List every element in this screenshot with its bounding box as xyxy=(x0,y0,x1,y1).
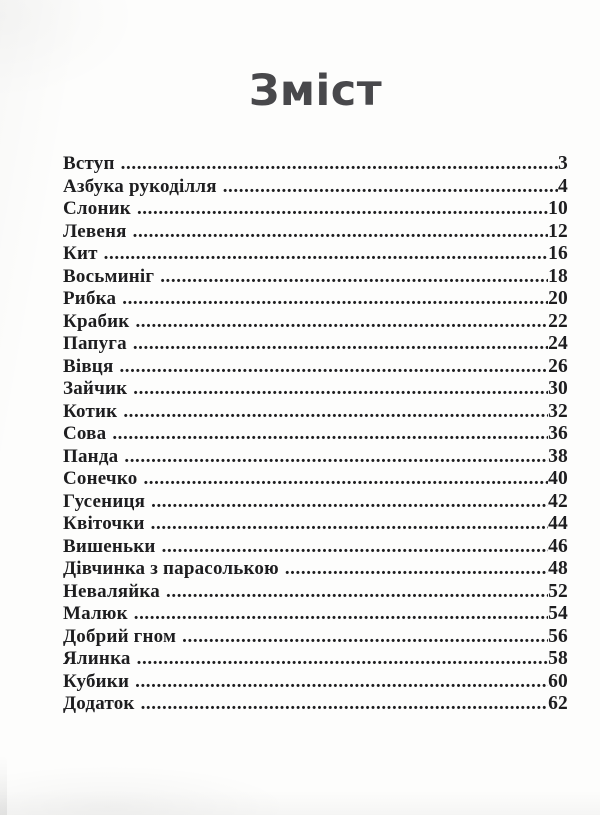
toc-entry xyxy=(63,513,568,536)
toc-entry-page: 42 xyxy=(548,490,568,512)
toc-leader-dots xyxy=(279,558,548,580)
toc-leader-dots xyxy=(98,243,548,265)
toc-entry-page: 26 xyxy=(548,355,568,377)
toc-entry xyxy=(63,648,568,671)
toc-entry-label: Азбука рукоділля xyxy=(63,175,217,197)
toc-entry-page: 3 xyxy=(558,153,568,174)
toc-entry-label: Крабик xyxy=(63,310,130,332)
toc-leader-dots xyxy=(131,648,548,670)
toc-entry-label: Вишеньки xyxy=(63,535,156,557)
toc-entry xyxy=(63,153,568,176)
toc-leader-dots xyxy=(113,356,548,378)
toc-entry-label: Зайчик xyxy=(63,378,128,399)
toc-leader-dots xyxy=(106,423,548,445)
toc-entry xyxy=(63,491,568,514)
toc-entry-label: Сова xyxy=(63,423,107,444)
toc-entry-page: 54 xyxy=(548,603,568,624)
toc-entry-label: Додаток xyxy=(63,693,135,714)
toc-entry-label: Левеня xyxy=(63,220,127,242)
toc-leader-dots xyxy=(154,266,548,288)
toc-entry xyxy=(63,266,568,289)
toc-entry xyxy=(63,356,568,379)
toc-entry xyxy=(63,378,568,401)
toc-entry-label: Неваляйка xyxy=(63,580,160,602)
toc-leader-dots xyxy=(127,333,548,355)
toc-entry xyxy=(63,626,568,649)
toc-entry xyxy=(63,558,568,581)
toc-entry-page: 20 xyxy=(548,288,568,309)
toc-entry xyxy=(63,333,568,356)
toc-entry-label: Восьминіг xyxy=(63,265,155,287)
toc-entry-page: 4 xyxy=(558,175,568,197)
toc-entry-label: Рибка xyxy=(63,288,117,309)
page-title: Зміст xyxy=(248,66,383,116)
toc-leader-dots xyxy=(118,446,548,468)
toc-leader-dots xyxy=(129,671,548,693)
toc-entry xyxy=(63,468,568,491)
toc-entry-label: Вівця xyxy=(63,355,114,377)
toc-leader-dots xyxy=(137,468,548,490)
toc-entry-page: 18 xyxy=(548,265,568,287)
toc-entry-label: Добрий гном xyxy=(63,625,177,647)
toc-entry xyxy=(63,176,568,199)
toc-leader-dots xyxy=(116,288,548,310)
toc-leader-dots xyxy=(128,603,548,625)
toc-entry-page: 48 xyxy=(548,558,568,579)
toc-entry-label: Ялинка xyxy=(63,648,131,669)
toc-entry xyxy=(63,221,568,244)
toc-entry-label: Слоник xyxy=(63,198,131,219)
toc-leader-dots xyxy=(131,198,548,220)
toc-entry-page: 60 xyxy=(548,670,568,692)
toc-leader-dots xyxy=(135,693,549,715)
toc-leader-dots xyxy=(160,581,548,603)
toc-entry xyxy=(63,423,568,446)
toc-entry-label: Панда xyxy=(63,445,119,467)
toc-entry-label: Папуга xyxy=(63,333,127,354)
toc-entry-label: Кубики xyxy=(63,670,130,692)
toc-leader-dots xyxy=(156,536,549,558)
toc-entry-page: 12 xyxy=(548,220,568,242)
toc-entry-page: 10 xyxy=(548,198,568,219)
toc-entry-page: 16 xyxy=(548,243,568,264)
toc-entry-label: Кит xyxy=(63,243,98,264)
toc-entry xyxy=(63,693,568,716)
toc-list xyxy=(63,153,568,716)
toc-leader-dots xyxy=(127,221,549,243)
toc-entry-page: 58 xyxy=(548,648,568,669)
toc-entry-label: Гусениця xyxy=(63,490,146,512)
toc-leader-dots xyxy=(145,513,548,535)
toc-entry xyxy=(63,311,568,334)
toc-entry-page: 62 xyxy=(548,693,568,714)
toc-entry-page: 36 xyxy=(548,423,568,444)
toc-leader-dots xyxy=(129,311,548,333)
toc-leader-dots xyxy=(176,626,548,648)
toc-entry xyxy=(63,671,568,694)
toc-leader-dots xyxy=(217,176,558,198)
toc-entry-label: Малюк xyxy=(63,603,128,624)
toc-leader-dots xyxy=(145,491,548,513)
toc-leader-dots xyxy=(115,153,558,175)
toc-entry xyxy=(63,603,568,626)
toc-entry-label: Сонечко xyxy=(63,468,138,489)
toc-entry-page: 24 xyxy=(548,333,568,354)
toc-entry-label: Котик xyxy=(63,400,118,422)
toc-entry-page: 56 xyxy=(548,625,568,647)
toc-entry xyxy=(63,198,568,221)
toc-entry-page: 30 xyxy=(548,378,568,399)
toc-entry xyxy=(63,288,568,311)
page-edge-shadow xyxy=(0,755,7,815)
toc-entry-label: Вступ xyxy=(63,153,115,174)
toc-entry xyxy=(63,536,568,559)
toc-entry-label: Квіточки xyxy=(63,513,145,534)
toc-leader-dots xyxy=(127,378,548,400)
toc-entry-page: 44 xyxy=(548,513,568,534)
toc-entry xyxy=(63,401,568,424)
toc-entry-page: 52 xyxy=(548,580,568,602)
toc-entry xyxy=(63,243,568,266)
toc-entry-page: 38 xyxy=(548,445,568,467)
toc-leader-dots xyxy=(117,401,548,423)
toc-entry xyxy=(63,581,568,604)
toc-entry-page: 32 xyxy=(548,400,568,422)
toc-entry-label: Дівчинка з парасолькою xyxy=(63,558,279,579)
toc-entry-page: 22 xyxy=(548,310,568,332)
toc-entry xyxy=(63,446,568,469)
toc-entry-page: 46 xyxy=(548,535,568,557)
toc-entry-page: 40 xyxy=(548,468,568,489)
